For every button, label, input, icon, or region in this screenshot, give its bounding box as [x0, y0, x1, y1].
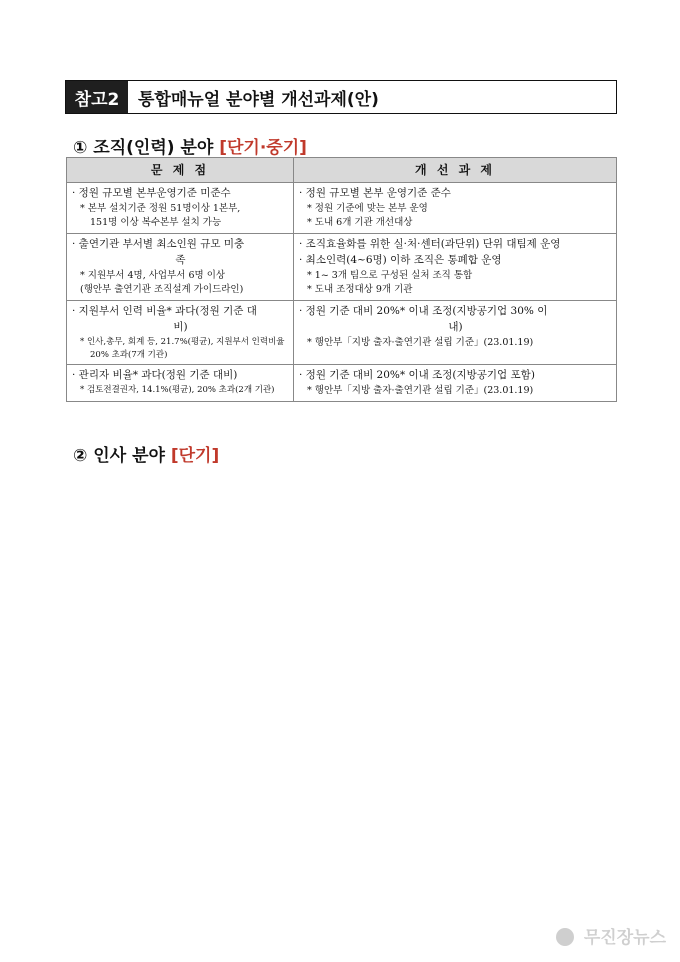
problem-note: 151명 이상 복수본부 설치 가능: [90, 217, 222, 228]
solution-text: · 조직효율화를 위한 실·처·센터(과단위) 단위 대팀제 운영: [299, 238, 561, 251]
reference-tag: 참고2: [66, 81, 128, 113]
watermark-text: 무진장뉴스: [583, 928, 666, 948]
improvement-table: [66, 157, 617, 402]
problem-note: * 검토전결권자, 14.1%(평균), 20% 초과(2개 기관): [80, 385, 275, 395]
section-title: ① 조직(인력) 분야: [73, 138, 214, 158]
solution-note: * 행안부「지방 출자·출연기관 설립 기준」(23.01.19): [307, 385, 534, 396]
solution-note: * 정원 기준에 맞는 본부 운영: [307, 202, 428, 214]
section-title: ② 인사 분야: [73, 446, 165, 466]
table-row: [67, 301, 617, 365]
solution-text: · 정원 기준 대비 20%* 이내 조정(지방공기업 포함): [299, 369, 535, 382]
table-row: [67, 183, 617, 234]
page-title: 통합매뉴얼 분야별 개선과제(안): [138, 89, 379, 110]
solution-cell: [294, 234, 617, 301]
solution-cell: [294, 301, 617, 365]
column-header-problem: 문 제 점: [67, 158, 294, 183]
column-header-solution: 개 선 과 제: [294, 158, 617, 183]
solution-text: · 최소인력(4~6명) 이하 조직은 통폐합 운영: [299, 254, 502, 266]
news-logo-icon: [556, 928, 574, 946]
problem-note: * 인사,총무, 회계 등, 21.7%(평균), 지원부서 인력비율: [80, 336, 285, 347]
solution-cell: [294, 183, 617, 234]
table-row: [67, 234, 617, 301]
problem-note: * 본부 설치기준 정원 51명이상 1본부,: [80, 202, 241, 214]
problem-text: · 출연기관 부서별 최소인원 규모 미충: [72, 238, 245, 251]
table-row: [67, 365, 617, 402]
section-heading-personnel: [73, 441, 219, 466]
solution-text-cont: 내): [448, 321, 463, 333]
section-heading-organization: [73, 133, 307, 158]
solution-cell: [294, 365, 617, 402]
table-header-row: [67, 158, 617, 183]
section-term-tag: [단기]: [170, 446, 220, 466]
solution-text: · 정원 규모별 본부 운영기준 준수: [299, 187, 451, 199]
problem-cell: [67, 301, 294, 365]
problem-cell: [67, 234, 294, 301]
problem-text: · 정원 규모별 본부운영기준 미준수: [72, 187, 231, 199]
problem-text: · 지원부서 인력 비율* 과다(정원 기준 대: [72, 305, 257, 318]
problem-text: · 관리자 비율* 과다(정원 기준 대비): [72, 369, 238, 382]
problem-note: 20% 초과(7개 기관): [90, 349, 168, 360]
problem-cell: [67, 183, 294, 234]
problem-note: * 지원부서 4명, 사업부서 6명 이상: [80, 269, 226, 281]
solution-note: * 1~ 3개 팀으로 구성된 실처 조직 통합: [307, 269, 473, 281]
solution-text: · 정원 기준 대비 20%* 이내 조정(지방공기업 30% 이: [299, 305, 548, 318]
problem-cell: [67, 365, 294, 402]
problem-note: (행안부 출연기관 조직설계 가이드라인): [80, 284, 244, 295]
solution-note: * 도내 6개 기관 개선대상: [307, 217, 413, 228]
section-term-tag: [단기·중기]: [219, 138, 307, 158]
solution-note: * 행안부「지방 출자·출연기관 설립 기준」(23.01.19): [307, 336, 534, 348]
problem-text-cont: 비): [173, 321, 188, 333]
section-header: [65, 80, 617, 114]
problem-text-cont: 족: [175, 254, 186, 266]
watermark: [556, 923, 666, 948]
solution-note: * 도내 조정대상 9개 기관: [307, 284, 413, 295]
